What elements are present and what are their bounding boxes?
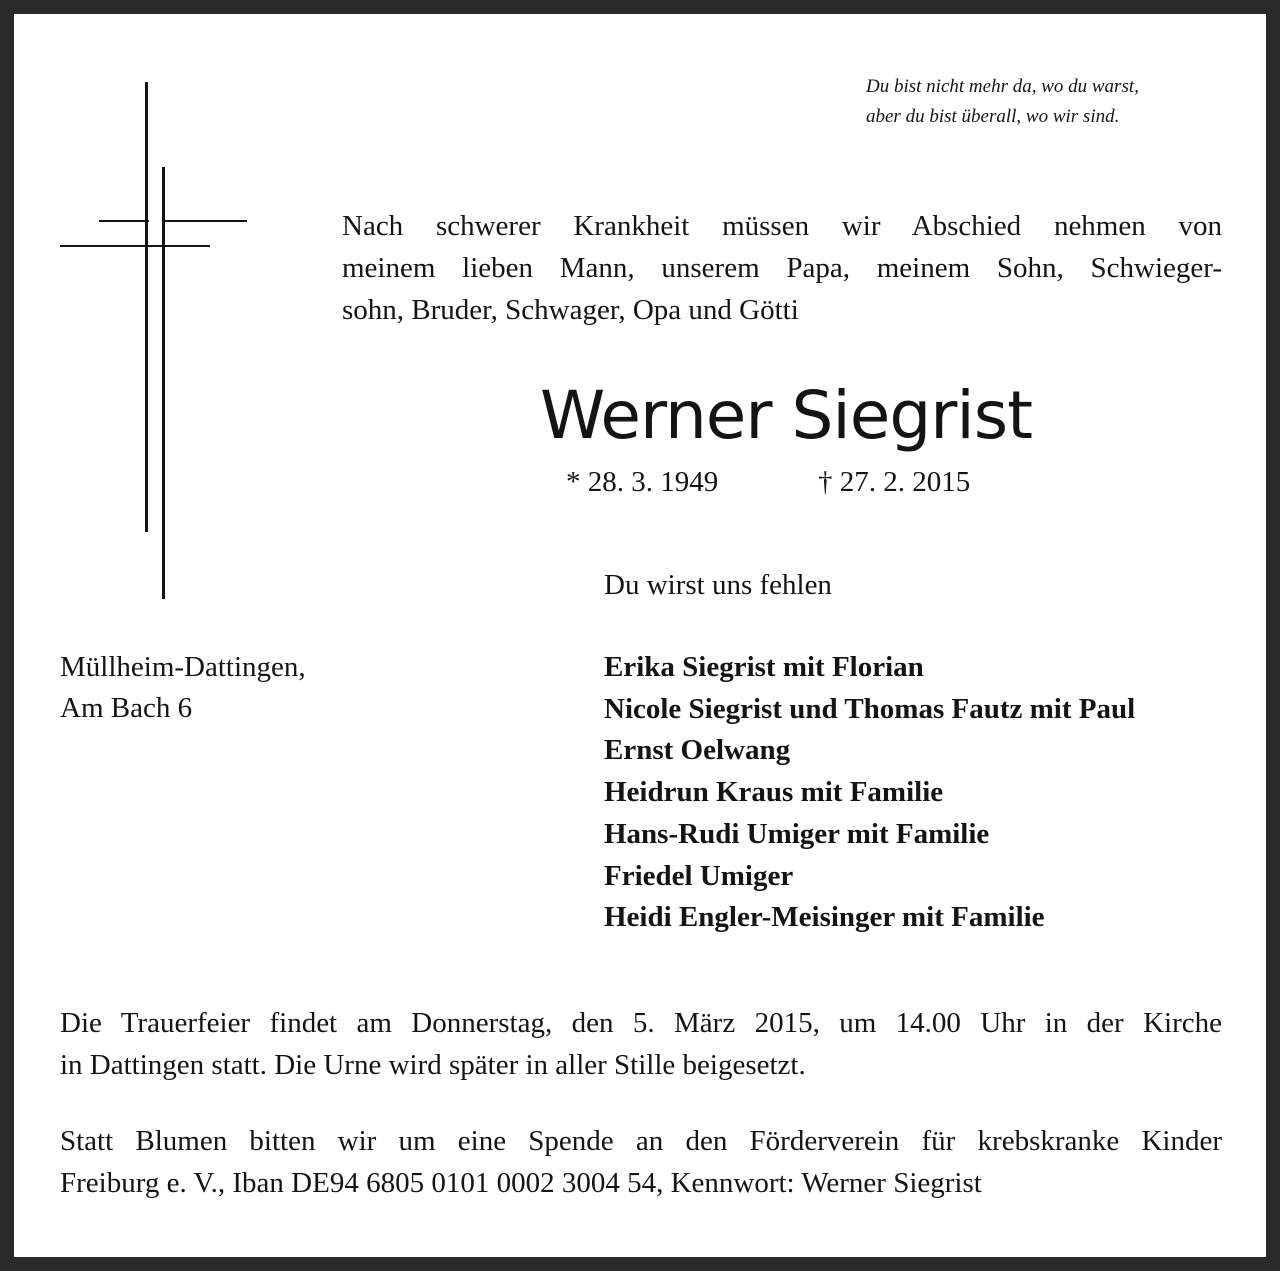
address-line-1: Müllheim-Dattingen, [60, 651, 306, 683]
mourner-name: Nicole Siegrist und Thomas Fautz mit Paul [604, 692, 1136, 725]
birth-date: * 28. 3. 1949 [566, 466, 719, 498]
mourner-name: Friedel Umiger [604, 859, 794, 892]
mourners-list [604, 647, 1135, 939]
mourner-name: Ernst Oelwang [604, 734, 791, 767]
mourner-name: Heidrun Kraus mit Familie [604, 776, 944, 809]
address-line-2: Am Bach 6 [60, 692, 193, 724]
deceased-name [540, 377, 1032, 454]
quote-line-2: aber du bist überall, wo wir sind. [866, 106, 1120, 127]
mourner-name: Erika Siegrist mit Florian [604, 651, 924, 683]
ceremony-line-1: Die Trauerfeier findet am Donnerstag, den 5. März 2015, um 14.00 Uhr in der Kirche [60, 1007, 1222, 1039]
ceremony-info [60, 1002, 1222, 1086]
ceremony-line-2: in Dattingen statt. Die Urne wird später in aller Stille beigesetzt. [60, 1049, 806, 1081]
intro-line-1: Nach schwerer Krankheit müssen wir Abschied nehmen von [342, 210, 1222, 242]
quote-line-1: Du bist nicht mehr da, wo du warst, [866, 76, 1139, 97]
address [60, 647, 306, 729]
intro-text [342, 205, 1222, 331]
mourner-name: Hans-Rudi Umiger mit Familie [604, 817, 990, 850]
death-date: † 27. 2. 2015 [818, 466, 971, 498]
mourner-name: Heidi Engler-Meisinger mit Familie [604, 901, 1045, 934]
farewell-text: Du wirst uns fehlen [604, 569, 832, 601]
donation-info [60, 1120, 1222, 1204]
memorial-quote [866, 72, 1226, 132]
deceased-name-text: Werner Siegrist [540, 377, 1032, 454]
obituary-notice [14, 14, 1266, 1257]
donation-line-2: Freiburg e. V., Iban DE94 6805 0101 0002 3004 54, Kennwort: Werner Siegrist [60, 1167, 982, 1199]
donation-line-1: Statt Blumen bitten wir um eine Spende an den Förderverein für krebskranke Kinder [60, 1125, 1222, 1157]
intro-line-2: meinem lieben Mann, unserem Papa, meinem Sohn, Schwieger- [342, 252, 1222, 284]
intro-line-3: sohn, Bruder, Schwager, Opa und Götti [342, 294, 799, 326]
